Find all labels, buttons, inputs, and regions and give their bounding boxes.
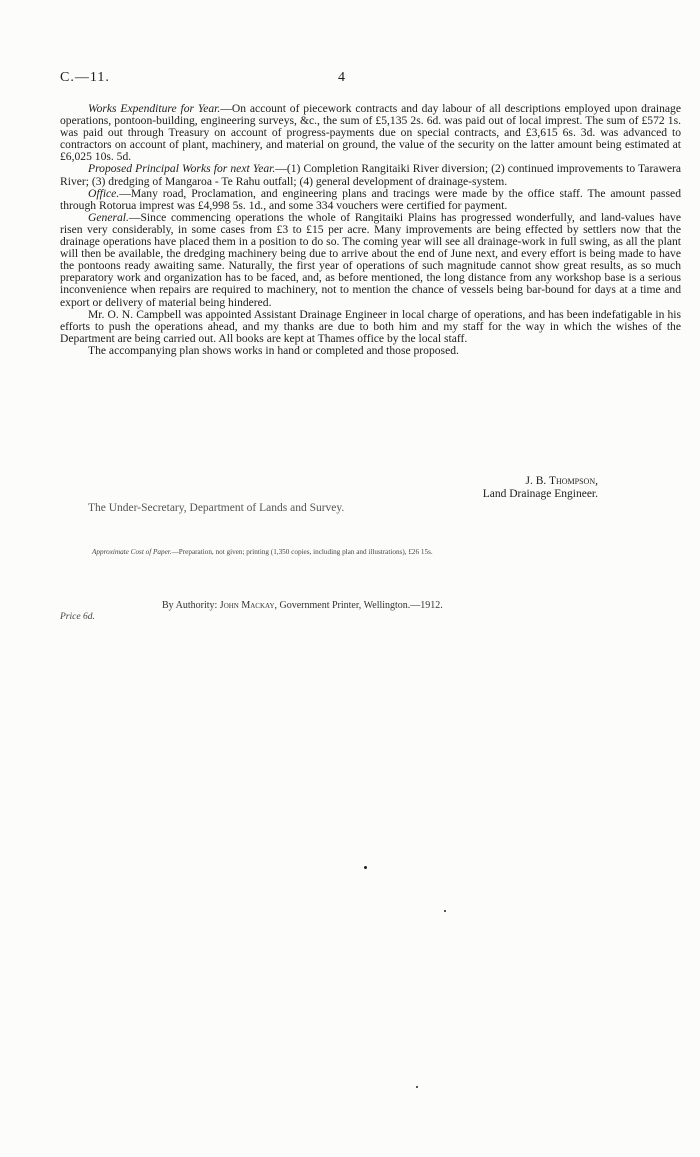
cost-text: —Preparation, not given; printing (1,350 copies, including plan and illustrations), £26 15s.: [171, 548, 433, 556]
cost-note: [92, 548, 433, 556]
paragraph-general: [60, 212, 681, 309]
paragraph-heading: Works Expenditure for Year.: [88, 102, 221, 115]
paragraph-text: —On account of piecework contracts and day labour of all descriptions employed upon drainage operations, pontoon-building, engineering surveys, &c., the sum of £5,135 2s. 6d. was paid out of local imprest. The sum of £572 1s. was paid out through Treasury on account of progress-payments due on special contracts, and £3,615 6s. 3d. was advanced to contractors on account of plant, machinery, and material on ground, the value of the security on the latter amount being estimated at £6,025 10s. 5d.: [60, 102, 682, 164]
paragraph-works-expenditure: [60, 103, 681, 163]
printer-imprint: [162, 600, 443, 611]
paragraph-text: Mr. O. N. Campbell was appointed Assistant Drainage Engineer in local charge of operations, and has been indefatigable in his efforts to push the operations ahead, and my thanks are due to both him and my staff for the way in which the wishes of the Department are being carried out. All books are kept at Thames office by the local staff.: [60, 307, 681, 345]
paragraph-heading: Office.: [88, 186, 120, 200]
paragraph-heading: General.: [88, 210, 129, 224]
printer-name: John Mackay,: [219, 600, 277, 611]
ink-speck: [364, 866, 367, 869]
ink-speck: [444, 910, 446, 912]
authority-prefix: By Authority:: [162, 600, 218, 611]
signature-name: J. B. Thompson,: [525, 475, 598, 487]
price-label: Price 6d.: [60, 612, 95, 622]
body-text: [60, 103, 681, 357]
signature-title: Land Drainage Engineer.: [482, 488, 598, 500]
addressee: The Under-Secretary, Department of Lands and Survey.: [88, 502, 345, 514]
paragraph-campbell: [60, 309, 681, 345]
paragraph-office: [60, 188, 681, 212]
paragraph-text: —(1) Completion Rangitaiki River diversion; (2) continued improvements to Tarawera River; (3) dredging of Mangaroa - Te Rahu outfall; (4) general development of drainage-system.: [60, 162, 681, 188]
paragraph-text: The accompanying plan shows works in hand or completed and those proposed.: [88, 343, 459, 357]
paragraph-proposed-works: [60, 163, 681, 187]
paragraph-heading: Proposed Principal Works for next Year.: [88, 162, 276, 176]
paragraph-text: —Since commencing operations the whole of Rangitaiki Plains has progressed wonderfully, and land-values have risen very considerably, in some cases from £3 to £15 per acre. Many improvements are being effected by settlers now that the drainage operations have placed them in a position to do so. The coming year will see all drainage-work in full swing, as all the plant will then be available, the dredging machinery being due to arrive about the end of June next, and every effort is being made to have the pontoons ready awaiting same. Naturally, the first year of operations of such magnitude cannot show great results, as so much preparatory work and organization has to be faced, and, as before mentioned, the long distance from any workshop base is a serious inconvenience when repairs are required to machinery, not to mention the chance of vessels being bar-bound for days at a time and export or delivery of material being hindered.: [60, 210, 681, 309]
paragraph-plan: [60, 345, 681, 357]
cost-label: Approximate Cost of Paper.: [92, 548, 172, 556]
ink-speck: [416, 1086, 418, 1088]
page-number: 4: [338, 70, 345, 85]
authority-suffix: Government Printer, Wellington.—1912.: [279, 600, 443, 611]
document-reference: C.—11.: [60, 70, 110, 85]
paragraph-text: —Many road, Proclamation, and engineering plans and tracings were made by the office staff. The amount passed through Rotorua imprest was £4,998 5s. 1d., and some 334 vouchers were certified for payment.: [60, 186, 681, 212]
